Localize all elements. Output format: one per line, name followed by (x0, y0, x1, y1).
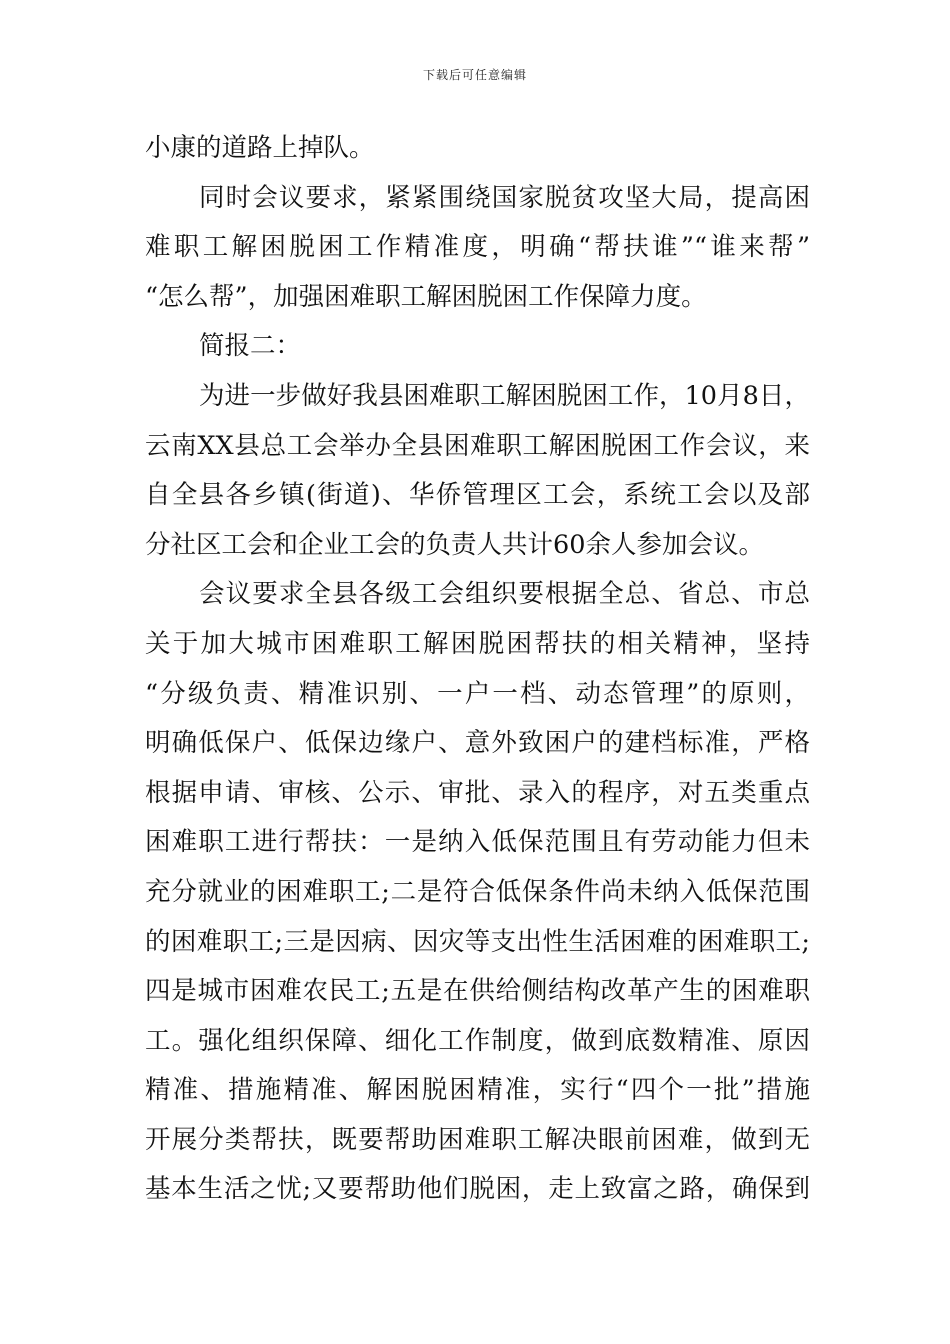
text-line: 会议要求全县各级工会组织要根据全总、省总、市总 (199, 579, 810, 610)
section-heading (145, 322, 810, 372)
text-line: 小康的道路上掉队。 (145, 133, 375, 163)
text-line: 基本生活之忧;又要帮助他们脱困，走上致富之路，确保到 (145, 1174, 810, 1205)
text-line: 根据申请、审核、公示、审批、录入的程序，对五类重点 (145, 777, 810, 808)
text-line: “怎么帮”，加强困难职工解困脱困工作保障力度。 (145, 281, 707, 312)
paragraph (145, 570, 810, 1215)
paragraph (145, 372, 810, 570)
paragraph (145, 124, 810, 174)
text-line: 精准、措施精准、解困脱困精准，实行“四个一批”措施 (145, 1075, 810, 1106)
text-line: 明确低保户、低保边缘户、意外致困户的建档标准，严格 (145, 728, 810, 759)
text-line: “分级负责、精准识别、一户一档、动态管理”的原则， (145, 678, 810, 709)
text-line: 为进一步做好我县困难职工解困脱困工作，10月8日， (199, 380, 810, 411)
text-line: 的困难职工;三是因病、因灾等支出性生活困难的困难职工; (145, 926, 810, 957)
text-line: 充分就业的困难职工;二是符合低保条件尚未纳入低保范围 (145, 876, 810, 907)
text-line: 自全县各乡镇(街道)、华侨管理区工会，系统工会以及部 (145, 480, 810, 511)
paragraph (145, 174, 810, 323)
text-line: 难职工解困脱困工作精准度，明确“帮扶谁”“谁来帮” (145, 232, 810, 263)
text-line: 四是城市困难农民工;五是在供给侧结构改革产生的困难职 (145, 976, 810, 1007)
text-line: 工。强化组织保障、细化工作制度，做到底数精准、原因 (145, 1025, 810, 1056)
text-line: 同时会议要求，紧紧围绕国家脱贫攻坚大局，提高困 (199, 182, 810, 213)
text-line: 分社区工会和企业工会的负责人共计60余人参加会议。 (145, 529, 764, 560)
page-header-watermark: 下载后可任意编辑 (422, 68, 527, 82)
text-line: 困难职工进行帮扶：一是纳入低保范围且有劳动能力但未 (145, 827, 810, 858)
text-line: 关于加大城市困难职工解困脱困帮扶的相关精神，坚持 (145, 628, 810, 659)
text-line: 云南XX县总工会举办全县困难职工解困脱困工作会议，来 (145, 430, 810, 461)
text-line: 简报二： (199, 331, 302, 362)
document-body (145, 124, 810, 1215)
text-line: 开展分类帮扶，既要帮助困难职工解决眼前困难，做到无 (145, 1124, 810, 1155)
